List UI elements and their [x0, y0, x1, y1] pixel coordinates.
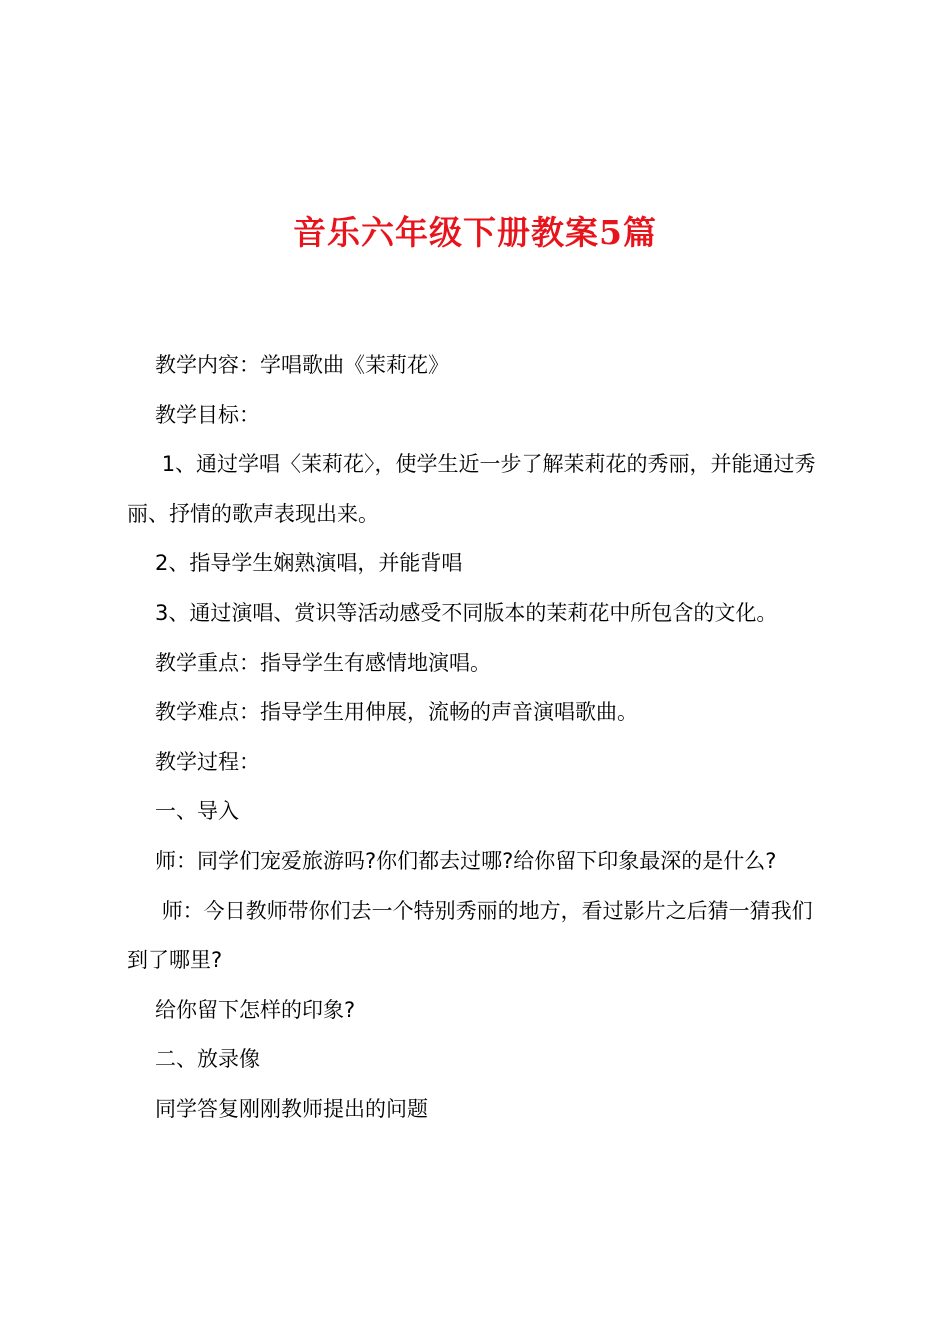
paragraph-goal-3: 3、通过演唱、赏识等活动感受不同版本的茉莉花中所包含的文化。	[155, 600, 778, 625]
paragraph-teaching-content: 教学内容：学唱歌曲《茉莉花》	[155, 353, 449, 377]
paragraph-student-answer: 同学答复刚刚教师提出的问题	[155, 1096, 428, 1121]
paragraph-impression-question: 给你留下怎样的印象?	[155, 997, 356, 1022]
document-body	[127, 341, 833, 1135]
paragraph-teacher-question-2: 师：今日教师带你们去一个特别秀丽的地方，看过影片之后猜一猜我们到了哪里?	[127, 898, 813, 973]
paragraph-difficulties: 教学难点：指导学生用伸展，流畅的声音演唱歌曲。	[155, 700, 638, 725]
paragraph-section-1-intro: 一、导入	[155, 799, 239, 824]
paragraph-process-heading: 教学过程：	[155, 749, 260, 774]
paragraph-teaching-goals-heading: 教学目标：	[155, 402, 260, 427]
paragraph-goal-1: 1、通过学唱〈茉莉花〉，使学生近一步了解茉莉花的秀丽，并能通过秀丽、抒情的歌声表现出来。	[127, 452, 816, 526]
paragraph-goal-2: 2、指导学生娴熟演唱，并能背唱	[155, 551, 463, 576]
paragraph-teacher-question-1: 师：同学们宠爱旅游吗?你们都去过哪?给你留下印象最深的是什么?	[155, 848, 777, 873]
paragraph-key-points: 教学重点：指导学生有感情地演唱。	[155, 650, 491, 675]
document-title: 音乐六年级下册教案5篇	[293, 213, 657, 252]
paragraph-section-2-video: 二、放录像	[155, 1047, 260, 1072]
